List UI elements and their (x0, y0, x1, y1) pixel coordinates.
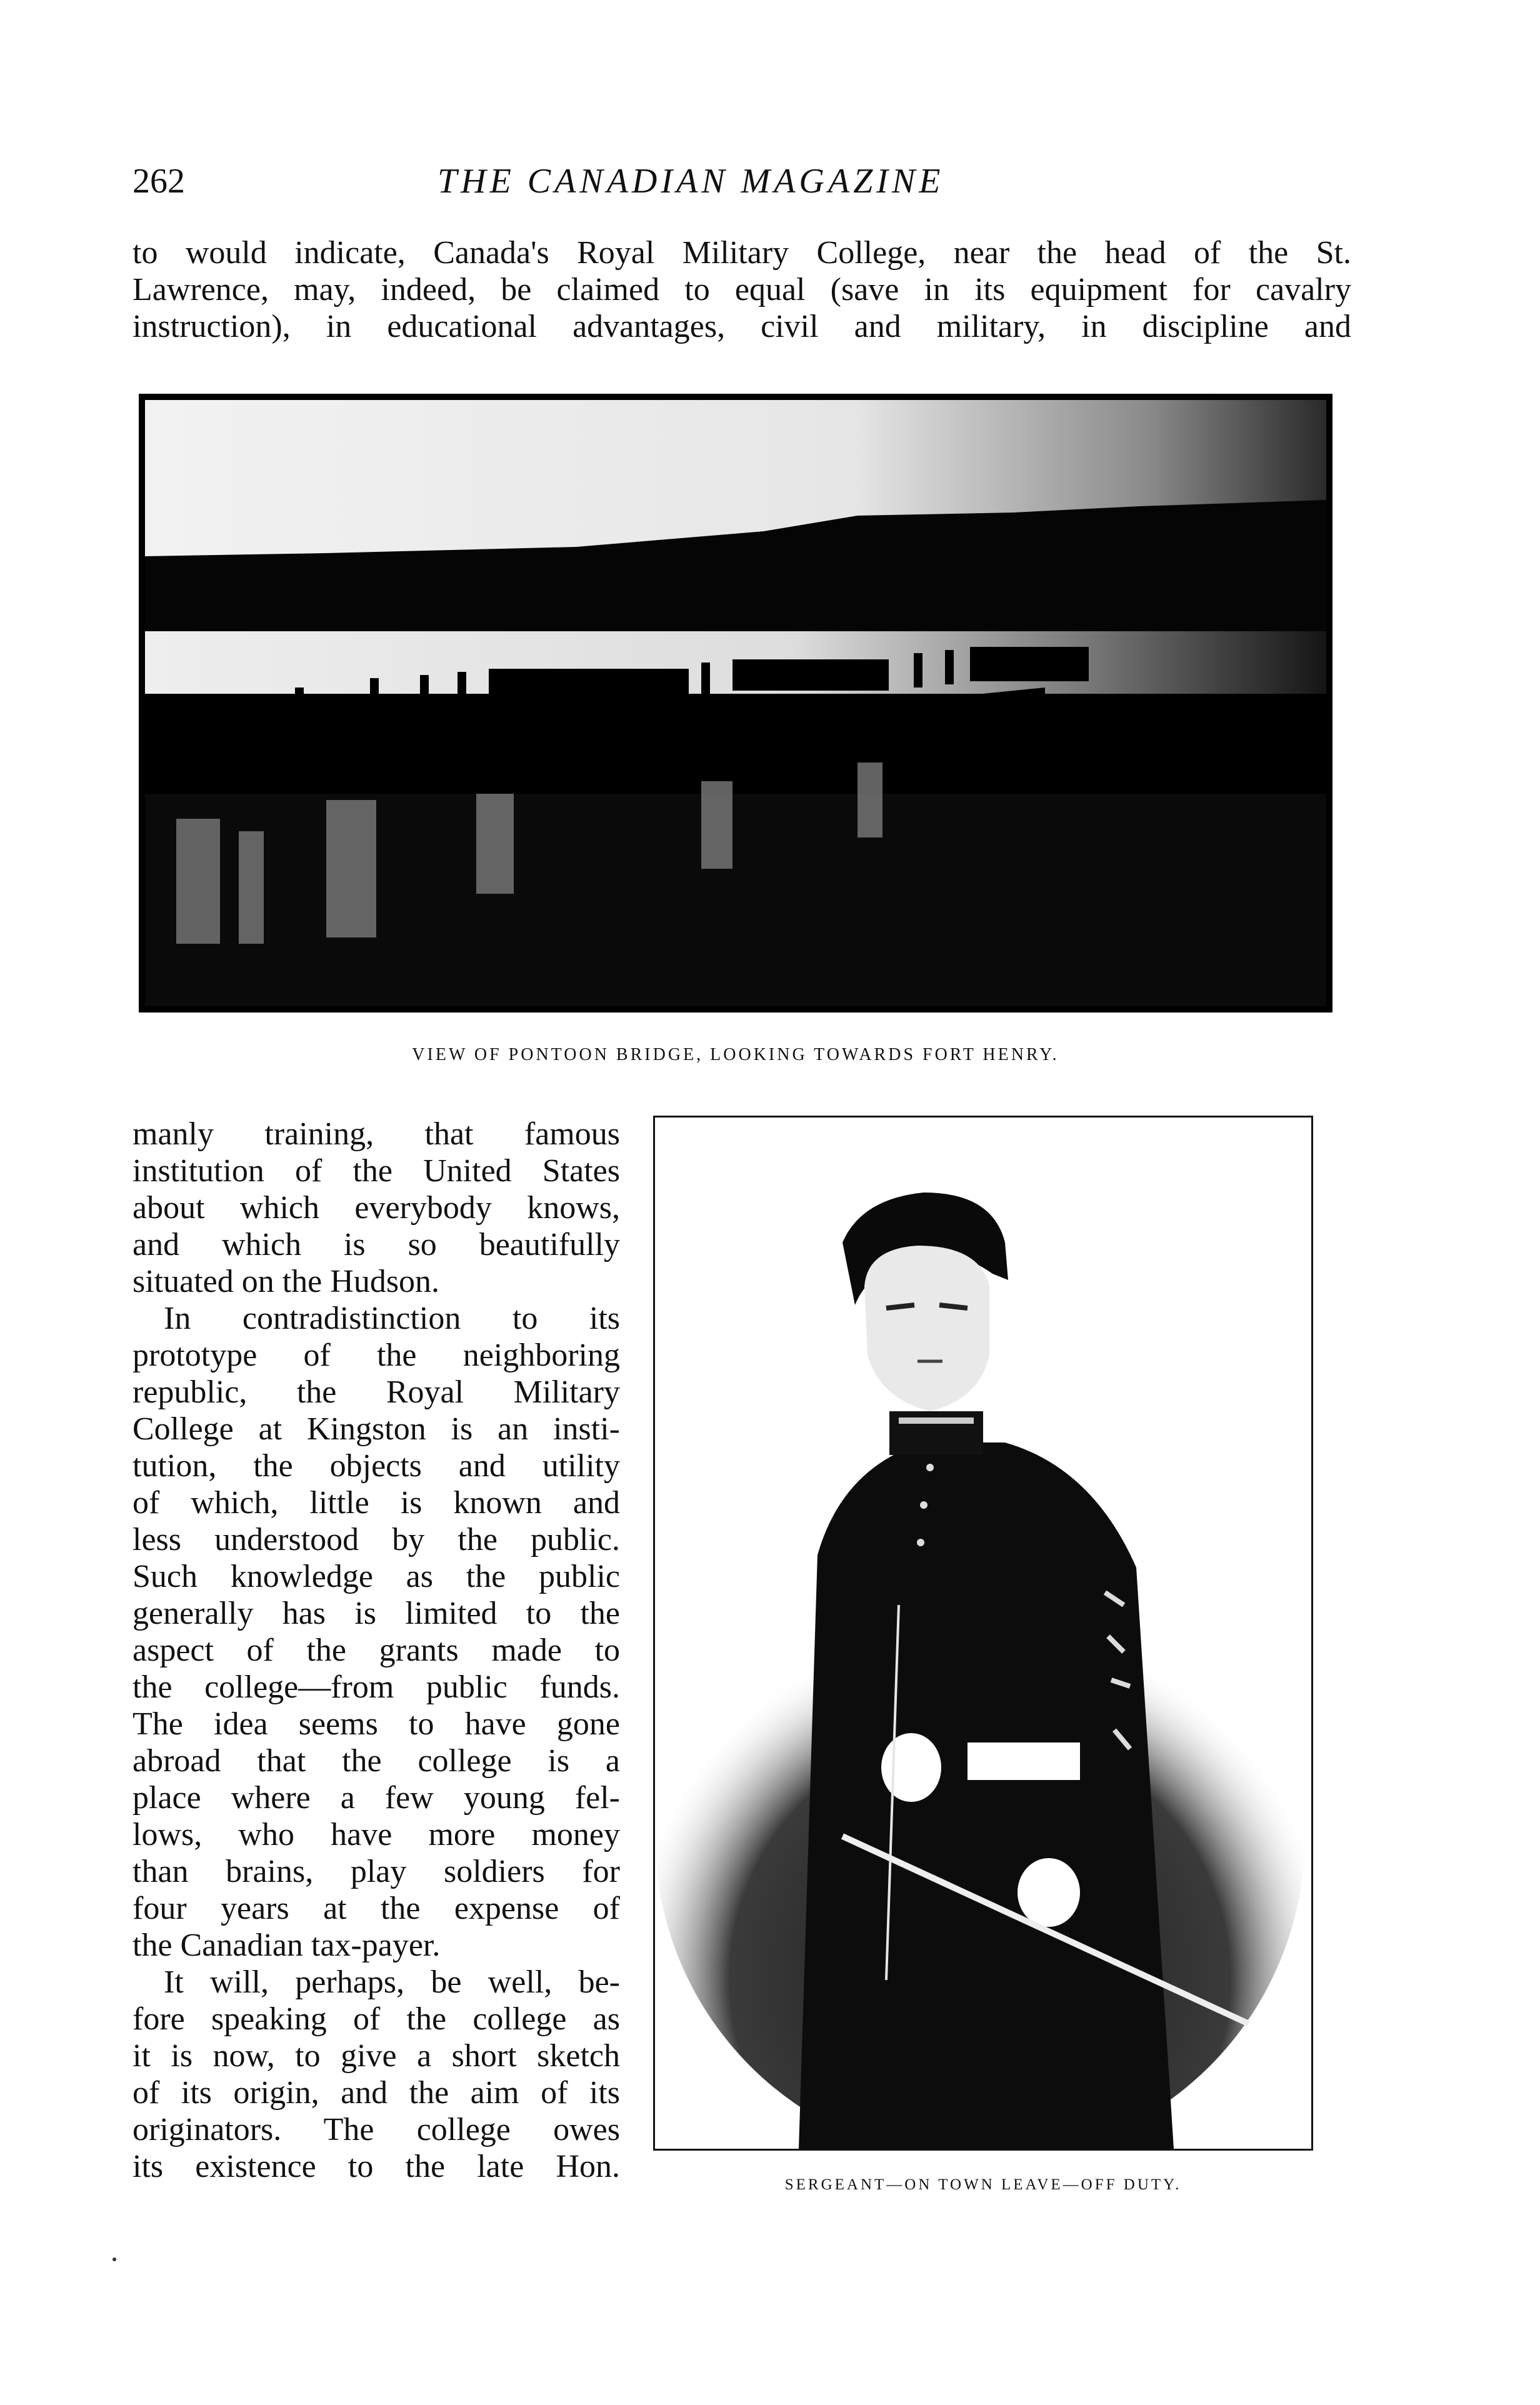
text-line: Lawrence, may, indeed, be claimed to equal (save in its equipment for cavalry (132, 272, 1351, 308)
text-line: four years at the expense of (132, 1891, 620, 1926)
text-line: instruction), in educational advantages, civil and military, in discipline and (132, 309, 1351, 344)
text-line: institution of the United States (132, 1153, 620, 1189)
text-line: manly training, that famous (132, 1116, 620, 1152)
figure-caption: VIEW OF PONTOON BRIDGE, LOOKING TOWARDS FORT HENRY. (412, 1045, 1059, 1064)
text-line: lows, who have more money (132, 1817, 620, 1852)
text-line: the college—from public funds. (132, 1669, 620, 1705)
text-line: fore speaking of the college as (132, 2001, 620, 2037)
text-line: In contradistinction to its (164, 1301, 620, 1336)
text-line: republic, the Royal Military (132, 1374, 620, 1410)
text-line: less understood by the public. (132, 1522, 620, 1558)
text-line: to would indicate, Canada's Royal Military College, near the head of the St. (132, 235, 1351, 271)
text-line: about which everybody knows, (132, 1190, 620, 1226)
text-line: situated on the Hudson. (132, 1264, 440, 1299)
text-line: Such knowledge as the public (132, 1559, 620, 1594)
body-column (132, 1116, 620, 2185)
text-line: of its origin, and the aim of its (132, 2075, 620, 2111)
sergeant-portrait-photo (653, 1116, 1313, 2151)
text-line: tution, the objects and utility (132, 1448, 620, 1484)
figure-caption: SERGEANT—ON TOWN LEAVE—OFF DUTY. (784, 2176, 1182, 2193)
text-line: than brains, play soldiers for (132, 1854, 620, 1889)
text-line: and which is so beautifully (132, 1227, 620, 1262)
text-line: College at Kingston is an insti- (132, 1411, 620, 1447)
text-line: It will, perhaps, be well, be- (164, 1964, 620, 2000)
text-line: of which, little is known and (132, 1485, 620, 1521)
text-line: prototype of the neighboring (132, 1338, 620, 1373)
text-line: the Canadian tax-payer. (132, 1928, 441, 1963)
running-head-title: THE CANADIAN MAGAZINE (438, 162, 944, 201)
text-line: originators. The college owes (132, 2112, 620, 2148)
text-line: place where a few young fel- (132, 1780, 620, 1816)
page-number: 262 (132, 162, 185, 201)
text-line: its existence to the late Hon. (132, 2149, 620, 2184)
text-line: aspect of the grants made to (132, 1632, 620, 1668)
text-line: generally has is limited to the (132, 1596, 620, 1631)
text-line: abroad that the college is a (132, 1743, 620, 1779)
text-line: The idea seems to have gone (132, 1706, 620, 1742)
pontoon-bridge-photo (139, 394, 1332, 1012)
text-line: it is now, to give a short sketch (132, 2038, 620, 2074)
intro-paragraph (132, 234, 1351, 345)
stray-mark (112, 2258, 116, 2261)
